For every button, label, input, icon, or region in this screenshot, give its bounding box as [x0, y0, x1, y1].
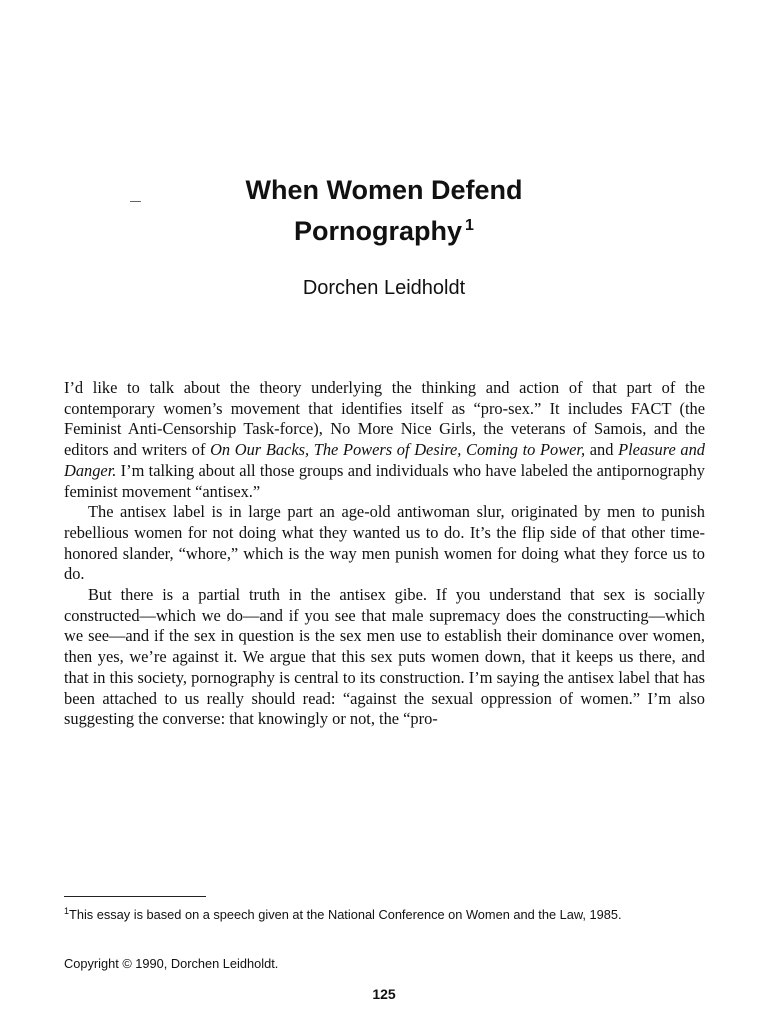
chapter-title-text-1: When Women Defend [245, 175, 523, 205]
paragraph-1-part-c: and [585, 440, 619, 460]
paragraph-1-part-a: I’d like to talk about the theory underlying the thinking and action of that part of the contemporary women’s movement that identifies itself as “pro-sex.” It includes FACT (the Feminist Anti-Censorship Task-force), No More Nice Girls, the veterans of Samois, and the editors and writers of [64, 378, 705, 460]
paragraph-2: The antisex label is in large part an age-old antiwoman slur, originated by men to punish rebellious women for not doing what they wanted us to do. It’s the flip side of that other time-honored slander, “whore,” which is the way men punish women for doing what they force us to do. [64, 502, 705, 584]
footnote-text: This essay is based on a speech given at the National Conference on Women and the Law, 1985. [69, 907, 622, 922]
chapter-title-line-1 [0, 172, 768, 208]
paragraph-1-part-e: I’m talking about all those groups and individuals who have labeled the antipornography feminist movement “antisex.” [64, 460, 705, 501]
footnote-reference-mark[interactable]: 1 [465, 217, 474, 234]
paragraph-3: But there is a partial truth in the antisex gibe. If you understand that sex is socially constructed—which we do—and if you see that male supremacy does the constructing—which we see—and if the sex in question is the sex men use to establish their dominance over women, then yes, we’re against it. We argue that this sex puts women down, that it keeps us there, and that in this society, pornography is central to its construction. I’m saying the antisex label that has been attached to us really should read: “against the sexual oppression of women.” I’m also suggesting the converse: that knowingly or not, the “pro- [64, 585, 705, 729]
author-name: Dorchen Leidholdt [302, 277, 466, 299]
paragraph-1-titles-italic: On Our Backs, The Powers of Desire, Coming to Power, [210, 440, 586, 460]
body-text [64, 378, 705, 730]
page-number: 125 [372, 986, 396, 1002]
copyright-notice: Copyright © 1990, Dorchen Leidholdt. [64, 956, 279, 971]
paragraph-1 [64, 378, 705, 502]
paragraph-1-title-italic: Pleasure and Danger. [64, 440, 705, 480]
chapter-title-text-2: Pornography [294, 216, 463, 246]
chapter-title-line-2 [0, 208, 768, 249]
footnote-divider [64, 896, 206, 897]
footnote-mark: 1 [64, 906, 70, 916]
footnote [64, 903, 707, 924]
